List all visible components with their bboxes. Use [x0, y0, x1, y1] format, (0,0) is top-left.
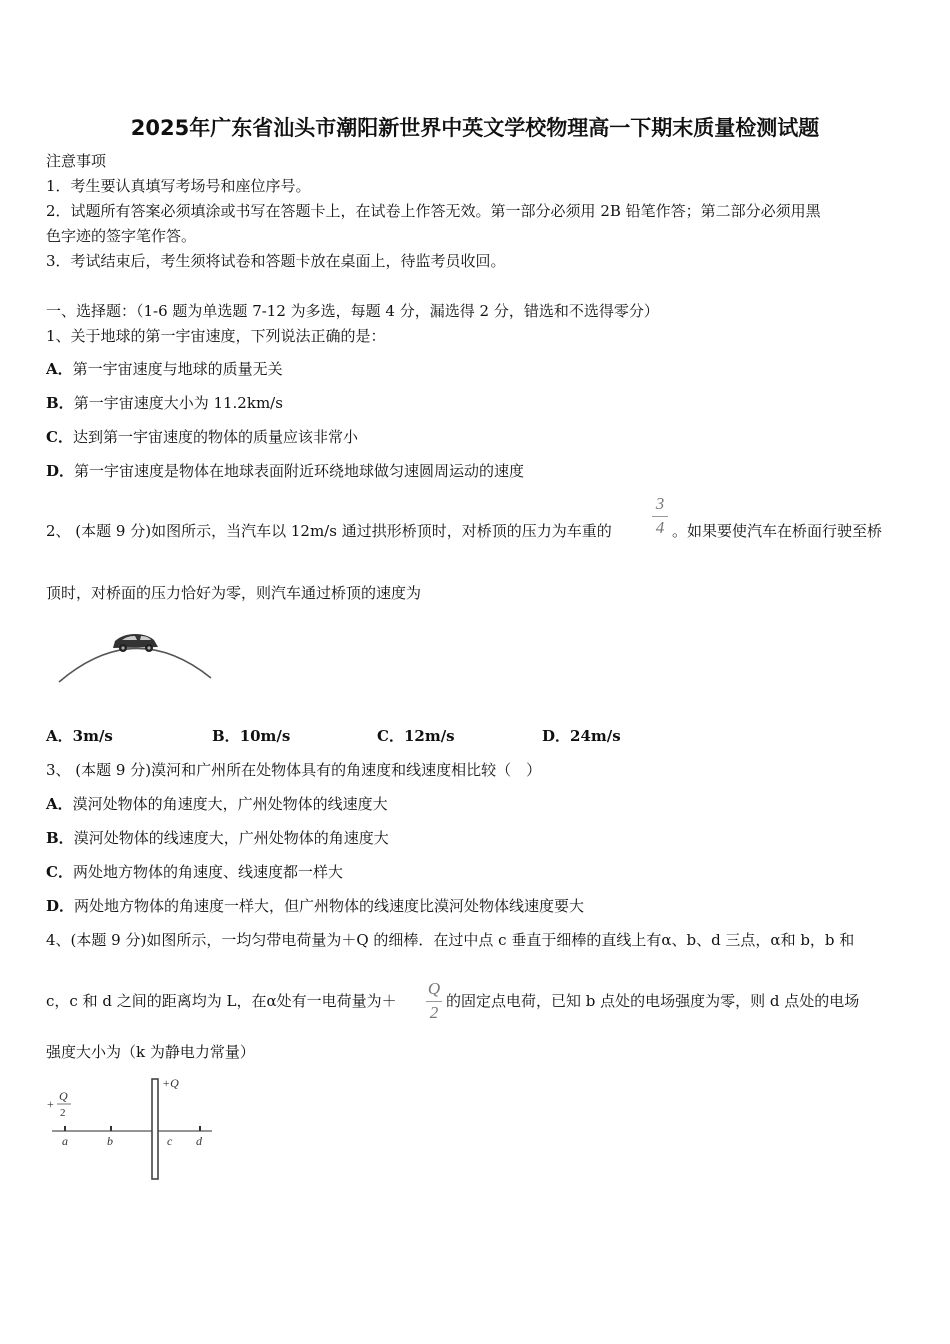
question-4-stem-line3: 强度大小为（k 为静电力常量） [46, 1043, 255, 1061]
option-label: A． [46, 727, 73, 745]
notice-item: 色字迹的签字笔作答。 [46, 227, 197, 245]
q1-option-b [46, 393, 283, 413]
arch-bridge-figure [55, 625, 220, 690]
point-d-label: d [196, 1134, 202, 1148]
fraction-bar [652, 516, 668, 517]
fraction-numerator: Q [427, 979, 441, 998]
option-text: 第一宇宙速度与地球的质量无关 [72, 360, 283, 378]
q1-option-d [46, 461, 524, 481]
q3-option-b [46, 828, 389, 848]
q3-option-c [46, 862, 343, 882]
q2-option-c [377, 726, 455, 746]
option-label: B． [46, 394, 74, 412]
option-text: 两处地方物体的角速度一样大，但广州物体的线速度比漠河处物体线速度要大 [74, 897, 585, 915]
option-text: 第一宇宙速度是物体在地球表面附近环绕地球做匀速圆周运动的速度 [74, 462, 525, 480]
option-label: A． [46, 795, 73, 813]
option-label: B． [212, 727, 240, 745]
notice-item: 1．考生要认真填写考场号和座位序号。 [46, 177, 311, 195]
option-label: D． [542, 727, 571, 745]
question-4-stem-line1: 4、(本题 9 分)如图所示，一均匀带电荷量为＋Q 的细棒．在过中点 c 垂直于细棒的直线上有α、b、d 三点，α和 b，b 和 [46, 931, 855, 949]
fraction-bar [426, 1001, 442, 1002]
question-2-stem-line2: 顶时，对桥面的压力恰好为零，则汽车通过桥顶的速度为 [46, 584, 422, 602]
point-charge-denominator: 2 [60, 1107, 66, 1119]
option-label: C． [46, 863, 73, 881]
question-2-stem-part1: 2、 (本题 9 分)如图所示，当汽车以 12m/s 通过拱形桥顶时，对桥顶的压力为车重的 [46, 522, 612, 540]
page-title: 2025年广东省汕头市潮阳新世界中英文学校物理高一下期末质量检测试题 [130, 116, 820, 140]
option-label: B． [46, 829, 74, 847]
point-charge-numerator: Q [59, 1089, 68, 1103]
option-label: D． [46, 897, 75, 915]
bridge-arc [59, 648, 211, 682]
question-1-stem: 1、关于地球的第一宇宙速度，下列说法正确的是： [46, 327, 386, 345]
q1-option-c [46, 427, 358, 447]
charged-rod-figure [44, 1075, 219, 1183]
option-text: 两处地方物体的角速度、线速度都一样大 [72, 863, 343, 881]
question-4-stem-line2b: 的固定点电荷，已知 b 点处的电场强度为零，则 d 点处的电场 [446, 992, 860, 1010]
fraction-denominator: 2 [429, 1003, 439, 1022]
fraction-q-over-2 [424, 979, 444, 1027]
option-text: 第一宇宙速度大小为 11.2km/s [73, 394, 283, 412]
notice-heading: 注意事项 [46, 152, 107, 170]
option-text: 3m/s [72, 727, 113, 745]
section-heading: 一、选择题：（1-6 题为单选题 7-12 为多选，每题 4 分，漏选得 2 分，错选和不选得零分） [46, 302, 659, 320]
option-label: C． [46, 428, 73, 446]
q2-option-d [542, 726, 621, 746]
fraction-denominator: 4 [655, 518, 665, 537]
notice-item: 3．考试结束后，考生须将试卷和答题卡放在桌面上，待监考员收回。 [46, 252, 506, 270]
option-text: 达到第一宇宙速度的物体的质量应该非常小 [72, 428, 358, 446]
notice-item: 2．试题所有答案必须填涂或书写在答题卡上，在试卷上作答无效。第一部分必须用 2B 铅笔作答；第二部分必须用黑 [46, 202, 821, 220]
rod-charge-label: +Q [162, 1076, 179, 1090]
option-text: 漠河处物体的角速度大，广州处物体的线速度大 [72, 795, 388, 813]
option-label: A． [46, 360, 73, 378]
option-text: 24m/s [570, 727, 621, 745]
point-a-label: a [62, 1134, 68, 1148]
fraction-numerator: 3 [655, 494, 665, 513]
option-label: D． [46, 462, 75, 480]
q2-option-a [46, 726, 113, 746]
option-text: 漠河处物体的线速度大，广州处物体的角速度大 [73, 829, 389, 847]
q3-option-d [46, 896, 584, 916]
point-b-label: b [107, 1134, 113, 1148]
option-text: 10m/s [239, 727, 291, 745]
option-label: C． [377, 727, 404, 745]
point-c-label: c [167, 1134, 173, 1148]
point-charge-sign: + [47, 1097, 54, 1111]
option-text: 12m/s [403, 727, 455, 745]
q3-option-a [46, 794, 388, 814]
question-4-stem-line2a: c，c 和 d 之间的距离均为 L，在α处有一电荷量为＋ [46, 992, 397, 1010]
q2-option-b [212, 726, 290, 746]
question-3-stem: 3、 (本题 9 分)漠河和广州所在处物体具有的角速度和线速度相比较（ ） [46, 761, 542, 779]
charged-rod [152, 1079, 158, 1179]
fraction-three-quarters [650, 494, 670, 542]
question-2-stem-part2: 。如果要使汽车在桥面行驶至桥 [672, 522, 883, 540]
q1-option-a [46, 359, 283, 379]
